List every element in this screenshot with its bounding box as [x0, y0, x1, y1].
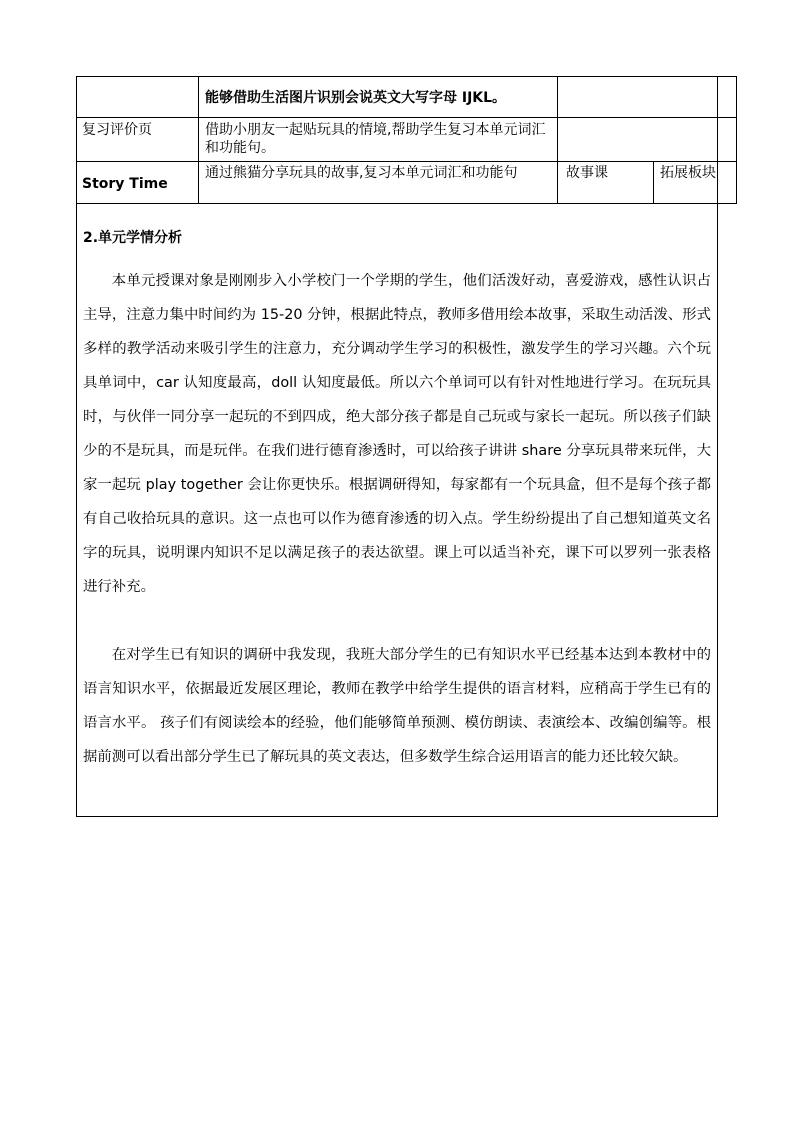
analysis-paragraph-2: 在对学生已有知识的调研中我发现，我班大部分学生的已有知识水平已经基本达到本教材中的语言知识水平，依据最近发展区理论，教师在教学中给学生提供的语言材料，应稍高于学生已有的语言水平。 孩子们有阅读绘本的经验，他们能够简单预测、模仿朗读、表演绘本、改编创编等。根据前测可以看出部分学生已了解玩具的英文表达，但多数学生综合运用语言的能力还比较欠缺。 [83, 647, 711, 765]
table-cell-r3c1: Story Time [82, 176, 168, 192]
table-col-divider-1 [198, 76, 199, 204]
table-border-top [76, 76, 736, 77]
table-border-bottom [76, 816, 718, 817]
table-border-left [76, 76, 77, 817]
table-rule-row2 [76, 161, 736, 162]
table-border-right [717, 76, 718, 817]
table-cell-r3c3: 故事课 [566, 165, 608, 181]
table-cell-r1c2: 能够借助生活图片识别会说英文大写字母 IJKL。 [205, 90, 507, 106]
table-rule-row1 [76, 117, 736, 118]
table-cell-r3c4: 拓展板块 [660, 165, 716, 181]
table-cell-r3c2: 通过熊猫分享玩具的故事,复习本单元词汇和功能句 [205, 165, 518, 181]
table-col-divider-2 [557, 76, 558, 204]
table-border-right-outer [736, 76, 737, 204]
table-col-divider-3 [653, 161, 654, 204]
analysis-paragraph-1: 本单元授课对象是刚刚步入小学校门一个学期的学生，他们活泼好动，喜爱游戏，感性认识占主导，注意力集中时间约为 15-20 分钟，根据此特点，教师多借用绘本故事，采取生动活泼、形式多样的教学活动来吸引学生的注意力，充分调动学生学习的积极性，激发学生的学习兴趣。六个玩具单词中，car 认知度最高，doll 认知度最低。所以六个单词可以有针对性地进行学习。在玩玩具时，与伙伴一同分享一起玩的不到四成，绝大部分孩子都是自己玩或与家长一起玩。所以孩子们缺少的不是玩具，而是玩伴。在我们进行德育渗透时，可以给孩子讲讲 share 分享玩具带来玩伴，大家一起玩 play together 会让你更快乐。根据调研得知，每家都有一个玩具盒，但不是每个孩子都有自己收拾玩具的意识。这一点也可以作为德育渗透的切入点。学生纷纷提出了自己想知道英文名字的玩具，说明课内知识不足以满足孩子的表达欲望。课上可以适当补充，课下可以罗列一张表格进行补充。 [83, 273, 711, 595]
table-cell-r2c2: 借助小朋友一起贴玩具的情境,帮助学生复习本单元词汇和功能句。 [205, 122, 546, 156]
section-title: 2.单元学情分析 [83, 230, 183, 246]
table-cell-r2c1: 复习评价页 [82, 122, 152, 138]
table-rule-row3 [76, 203, 736, 204]
